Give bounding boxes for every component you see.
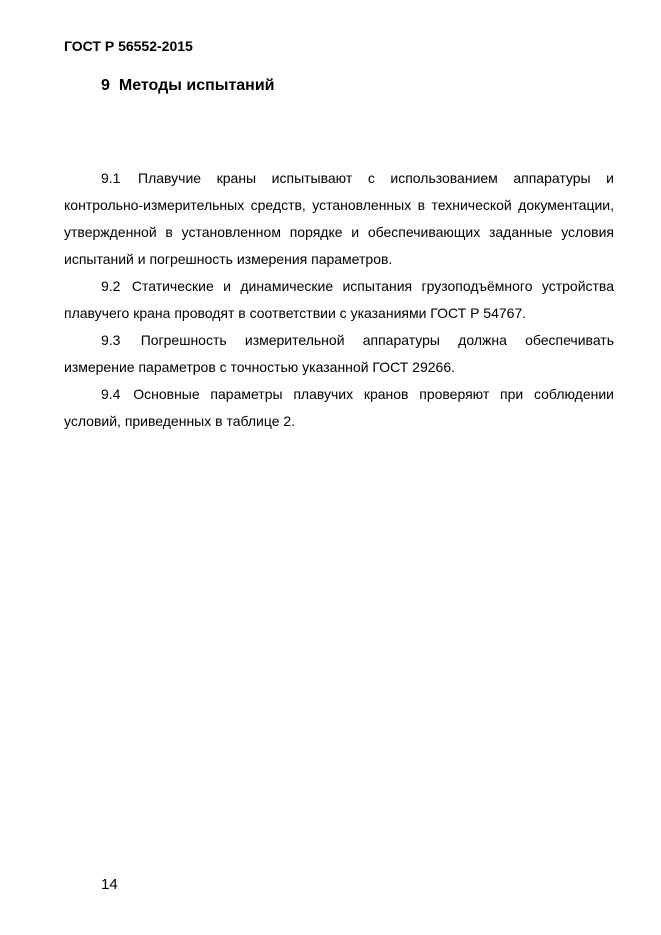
paragraph-number: 9.4 [101, 386, 121, 402]
section-body [64, 165, 614, 435]
paragraph-number: 9.1 [101, 170, 121, 186]
paragraph-9-3 [64, 327, 614, 381]
paragraph-text: Плавучие краны испытывают с использованием аппаратуры и контрольно-измерительных средств, установленных в технической документации, утвержденной в установленном порядке и обеспечивающих заданные условия испытаний и погрешность измерения параметров. [64, 170, 614, 267]
paragraph-9-2 [64, 273, 614, 327]
page-number: 14 [101, 876, 118, 893]
paragraph-number: 9.3 [101, 332, 121, 348]
section-heading [101, 77, 275, 95]
paragraph-number: 9.2 [101, 278, 121, 294]
document-code-header: ГОСТ Р 56552-2015 [64, 38, 193, 54]
paragraph-text: Погрешность измерительной аппаратуры должна обеспечивать измерение параметров с точностью указанной ГОСТ 29266. [64, 332, 614, 375]
paragraph-text: Статические и динамические испытания грузоподъёмного устройства плавучего крана проводят в соответствии с указаниями ГОСТ Р 54767. [64, 278, 614, 321]
paragraph-9-1 [64, 165, 614, 273]
section-number: 9 [101, 77, 110, 94]
paragraph-text: Основные параметры плавучих кранов проверяют при соблюдении условий, приведенных в таблице 2. [64, 386, 615, 429]
section-title: Методы испытаний [118, 77, 275, 94]
paragraph-9-4 [64, 381, 614, 435]
